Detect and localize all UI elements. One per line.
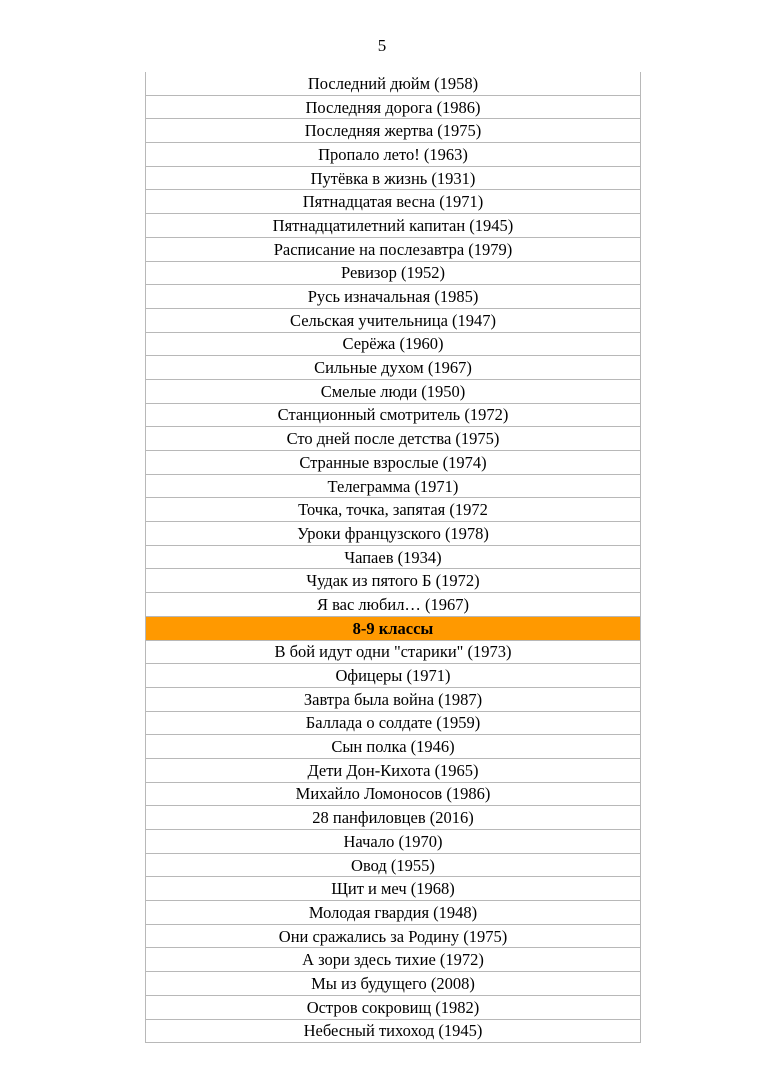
table-row [146,1019,641,1043]
table-row [146,593,641,617]
table-row [146,427,641,451]
table-row [146,119,641,143]
film-title: Они сражались за Родину (1975) [146,924,641,948]
table-row [146,403,641,427]
table-row [146,782,641,806]
table-row [146,901,641,925]
film-title: Русь изначальная (1985) [146,285,641,309]
film-title: Серёжа (1960) [146,332,641,356]
film-title: Пятнадцатилетний капитан (1945) [146,214,641,238]
film-title: Начало (1970) [146,830,641,854]
table-row [146,664,641,688]
film-title: Последняя дорога (1986) [146,95,641,119]
table-row [146,853,641,877]
table-row [146,166,641,190]
film-title: Офицеры (1971) [146,664,641,688]
table-row [146,379,641,403]
film-title: 28 панфиловцев (2016) [146,806,641,830]
film-title: Остров сокровищ (1982) [146,995,641,1019]
film-title: Ревизор (1952) [146,261,641,285]
table-row [146,237,641,261]
table-row [146,758,641,782]
table-row [146,640,641,664]
film-title: Чапаев (1934) [146,545,641,569]
film-title: Смелые люди (1950) [146,379,641,403]
film-list-table [145,72,641,1043]
film-title: Я вас любил… (1967) [146,593,641,617]
film-title: Уроки французского (1978) [146,522,641,546]
table-row [146,948,641,972]
table-row [146,687,641,711]
section-header: 8-9 классы [146,616,641,640]
film-title: Щит и меч (1968) [146,877,641,901]
film-title: В бой идут одни "старики" (1973) [146,640,641,664]
film-title: Михайло Ломоносов (1986) [146,782,641,806]
film-title: Последняя жертва (1975) [146,119,641,143]
table-row [146,522,641,546]
table-row [146,190,641,214]
film-title: Пропало лето! (1963) [146,143,641,167]
film-title: Овод (1955) [146,853,641,877]
film-title: Сильные духом (1967) [146,356,641,380]
table-row [146,143,641,167]
table-row [146,735,641,759]
table-row [146,451,641,475]
film-title: Молодая гвардия (1948) [146,901,641,925]
film-title: Завтра была война (1987) [146,687,641,711]
table-row [146,972,641,996]
table-row [146,924,641,948]
film-title: Точка, точка, запятая (1972 [146,498,641,522]
section-header-row [146,616,641,640]
film-title: Чудак из пятого Б (1972) [146,569,641,593]
table-row [146,356,641,380]
film-title: Последний дюйм (1958) [146,72,641,95]
film-title: Мы из будущего (2008) [146,972,641,996]
film-title: Путёвка в жизнь (1931) [146,166,641,190]
table-row [146,332,641,356]
table-row [146,877,641,901]
film-title: Небесный тихоход (1945) [146,1019,641,1043]
table-row [146,285,641,309]
table-row [146,806,641,830]
film-title: Станционный смотритель (1972) [146,403,641,427]
film-title: Расписание на послезавтра (1979) [146,237,641,261]
table-row [146,498,641,522]
table-row [146,95,641,119]
film-title: Пятнадцатая весна (1971) [146,190,641,214]
film-title: Сельская учительница (1947) [146,308,641,332]
film-title: Странные взрослые (1974) [146,451,641,475]
table-row [146,261,641,285]
film-title: Сто дней после детства (1975) [146,427,641,451]
table-row [146,830,641,854]
table-row [146,214,641,238]
film-title: Телеграмма (1971) [146,474,641,498]
film-title: Сын полка (1946) [146,735,641,759]
table-row [146,545,641,569]
table-row [146,474,641,498]
table-row [146,308,641,332]
table-row [146,569,641,593]
table-row [146,995,641,1019]
film-title: А зори здесь тихие (1972) [146,948,641,972]
table-row [146,72,641,95]
film-title: Баллада о солдате (1959) [146,711,641,735]
page-number: 5 [377,36,387,55]
film-title: Дети Дон-Кихота (1965) [146,758,641,782]
table-row [146,711,641,735]
